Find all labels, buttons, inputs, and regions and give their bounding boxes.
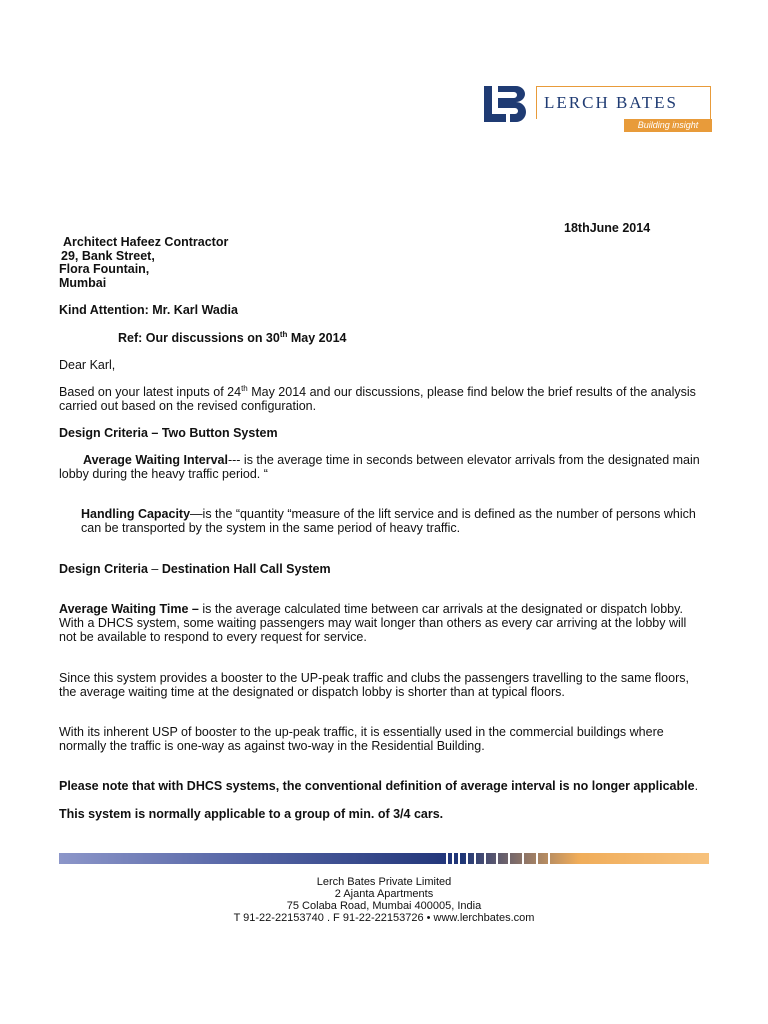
footer-contact-line: T 91-22-22153740 . F 91-22-22153726 • www.lerchbates.com	[233, 912, 535, 924]
logo-tagline: Building insight	[624, 119, 712, 132]
average-waiting-interval-paragraph: Average Waiting Interval--- is the average time in seconds between elevator arrivals from the designated main lobby during the heavy traffic period. “	[59, 453, 700, 481]
footer-company: Lerch Bates Private Limited	[316, 876, 452, 888]
intro-paragraph: Based on your latest inputs of 24th May 2014 and our discussions, please find below the brief results of the analysis carried out based on the revised configuration.	[59, 384, 696, 413]
address-line: Architect Hafeez Contractor	[63, 235, 229, 249]
handling-capacity-paragraph: Handling Capacity—is the “quantity “measure of the lift service and is defined as the number of persons which can be transported by the system in the same period of heavy traffic.	[81, 507, 696, 535]
note-paragraph: Please note that with DHCS systems, the conventional definition of average interval is no longer applicable.	[59, 779, 699, 793]
footer-line: 2 Ajanta Apartments	[334, 888, 434, 900]
address-line: Flora Fountain,	[59, 262, 150, 276]
average-waiting-time-paragraph: Average Waiting Time – is the average calculated time between car arrivals at the designated or dispatch lobby. With a DHCS system, some waiting passengers may wait longer than others as every car arriving at the lobby will not be available to respond to every request for service.	[59, 602, 687, 644]
footer-contact	[0, 876, 768, 924]
letter-date: 18thJune 2014	[564, 221, 651, 235]
logo-name: LERCH BATES	[544, 93, 678, 112]
recipient-address	[59, 236, 228, 290]
attention-line: Kind Attention: Mr. Karl Wadia	[59, 303, 238, 317]
footer-band-stripes	[440, 853, 560, 864]
footer-line: 75 Colaba Road, Mumbai 400005, India	[286, 900, 482, 912]
reference-line: Ref: Our discussions on 30th May 2014	[118, 330, 347, 345]
address-line: 29, Bank Street,	[61, 248, 155, 263]
group-note: This system is normally applicable to a group of min. of 3/4 cars.	[59, 807, 444, 821]
booster-paragraph: Since this system provides a booster to the UP-peak traffic and clubs the passengers travelling to the same floors, the average waiting time at the designated or dispatch lobby is shorter than at typical floors.	[59, 671, 689, 699]
section-heading: Design Criteria – Destination Hall Call System	[59, 562, 331, 576]
company-logo	[484, 86, 712, 136]
section-heading: Design Criteria – Two Button System	[59, 426, 278, 440]
address-line: Mumbai	[59, 275, 107, 290]
lb-logo-icon	[484, 86, 530, 122]
usp-paragraph: With its inherent USP of booster to the up-peak traffic, it is essentially used in the commercial buildings where normally the traffic is one-way as against two-way in the Residential Building.	[59, 725, 664, 753]
footer-color-band	[59, 853, 709, 864]
salutation: Dear Karl,	[59, 358, 116, 372]
